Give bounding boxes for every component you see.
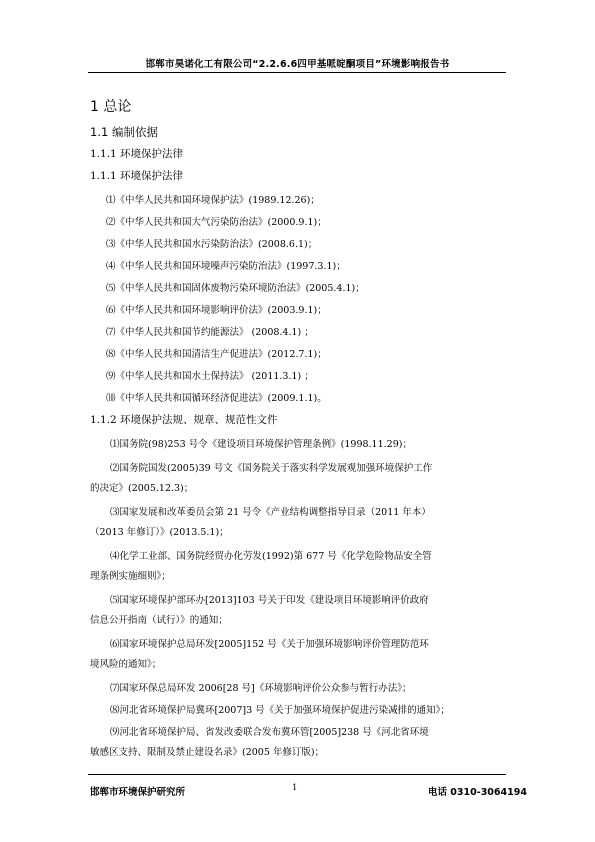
regulation-item: ⑼河北省环境保护局、省发改委联合发布冀环管[2005]238 号《河北省环境 bbox=[110, 727, 429, 738]
regulation-item: ⑹国家环境保护总局环发[2005]152 号《关于加强环境影响评价管理防范环 bbox=[110, 639, 429, 650]
header-rule bbox=[88, 72, 506, 73]
chapter-heading: 1 总论 bbox=[90, 99, 132, 115]
regulation-item-continued: 敏感区支持、限制及禁止建设名录》(2005 年修订版)； bbox=[90, 747, 325, 758]
regulation-item-continued: 的决定》(2005.12.3)； bbox=[90, 483, 194, 494]
footer-organization: 邯郸市环境保护研究所 bbox=[90, 787, 186, 798]
page-header-title: 邯郸市昊诺化工有限公司“2.2.6.6四甲基哌啶酮项目”环境影响报告书 bbox=[145, 59, 450, 70]
subsection-heading: 1.1.1 环境保护法律 bbox=[90, 148, 184, 160]
regulation-item: ⑴国务院(98)253 号令《建设项目环境保护管理条例》(1998.11.29)； bbox=[110, 439, 412, 450]
footer-phone: 电话 0310-3064194 bbox=[428, 787, 527, 798]
law-item: ⑽《中华人民共和国循环经济促进法》(2009.1.1)。 bbox=[106, 393, 327, 404]
law-item: ⑹《中华人民共和国环境影响评价法》(2003.9.1)； bbox=[106, 305, 327, 316]
law-item: ⑶《中华人民共和国水污染防治法》(2008.6.1)； bbox=[106, 239, 318, 250]
regulation-item: ⑺国家环保总局环发 2006[28 号]《环境影响评价公众参与暂行办法》； bbox=[110, 683, 412, 694]
section-heading: 1.1 编制依据 bbox=[90, 125, 158, 139]
law-item: ⑻《中华人民共和国清洁生产促进法》(2012.7.1)； bbox=[106, 349, 327, 360]
footer-rule bbox=[88, 774, 506, 775]
subsubsection-heading: 1.1.1 环境保护法律 bbox=[90, 170, 184, 182]
regulation-item: ⑵国务院国发(2005)39 号文《国务院关于落实科学发展观加强环境保护工作 bbox=[110, 463, 433, 474]
subsection-heading: 1.1.2 环境保护法规、规章、规范性文件 bbox=[90, 414, 278, 426]
regulation-item: ⑶国家发展和改革委员会第 21 号令《产业结构调整指导目录（2011 年本） bbox=[110, 507, 431, 518]
regulation-item-continued: 信息公开指南（试行）》的通知； bbox=[90, 615, 228, 626]
regulation-item: ⑸国家环境保护部环办[2013]103 号关于印发《建设项目环境影响评价政府 bbox=[110, 595, 429, 606]
law-item: ⑴《中华人民共和国环境保护法》(1989.12.26)； bbox=[106, 195, 320, 206]
regulation-item: ⑻河北省环境保护局冀环[2007]3 号《关于加强环境保护促进污染减排的通知》； bbox=[110, 705, 450, 716]
regulation-item-continued: （2013 年修订）》(2013.5.1)； bbox=[90, 527, 229, 538]
law-item: ⑸《中华人民共和国固体废物污染环境防治法》(2005.4.1)； bbox=[106, 283, 365, 294]
law-item: ⑺《中华人民共和国节约能源法》 (2008.4.1) ； bbox=[106, 327, 314, 338]
regulation-item: ⑷化学工业部、国务院经贸办化劳发(1992)第 677 号《化学危险物品安全管 bbox=[110, 551, 432, 562]
regulation-item-continued: 理条例实施细则》； bbox=[90, 571, 171, 582]
regulation-item-continued: 境风险的通知》； bbox=[90, 659, 162, 670]
law-item: ⑷《中华人民共和国环境噪声污染防治法》(1997.3.1)； bbox=[106, 261, 346, 272]
law-item: ⑵《中华人民共和国大气污染防治法》(2000.9.1)； bbox=[106, 217, 327, 228]
page-number: 1 bbox=[292, 783, 298, 793]
law-item: ⑼《中华人民共和国水土保持法》 (2011.3.1) ； bbox=[106, 371, 314, 382]
